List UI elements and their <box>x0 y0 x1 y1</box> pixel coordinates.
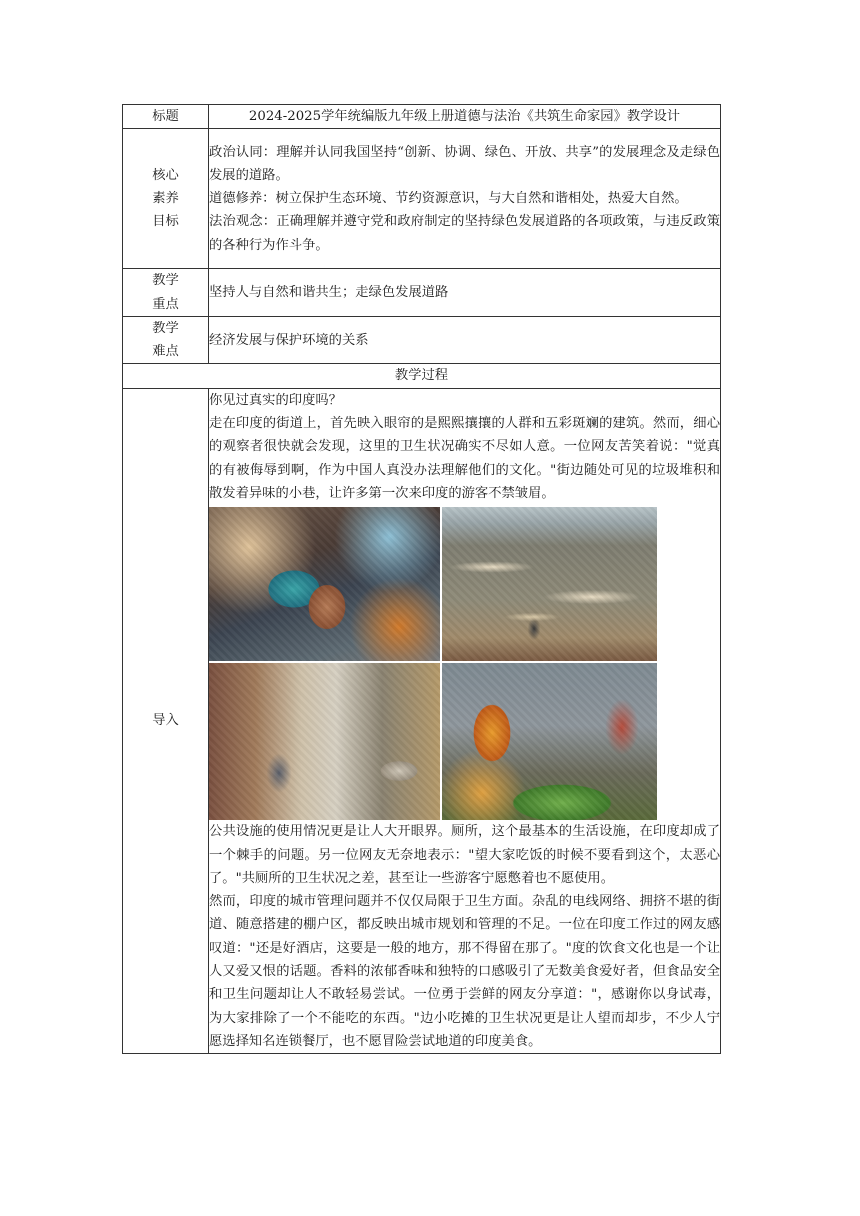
title-label: 标题 <box>123 105 209 129</box>
intro-question: 你见过真实的印度吗？ <box>209 392 342 408</box>
difficulties-label-line: 教学 <box>152 320 179 336</box>
core-goals-row <box>123 129 721 269</box>
title-row <box>123 105 721 129</box>
goal-law: 法治观念：正确理解并遵守党和政府制定的坚持绿色发展道路的各项政策，与违反政策的各种行为作斗争。 <box>209 214 720 253</box>
photo-polluted-river <box>442 507 657 661</box>
intro-toilet-paragraph: 公共设施的使用情况更是让人大开眼界。厕所，这个最基本的生活设施，在印度却成了一个棘手的问题。另一位网友无奈地表示："望大家吃饭的时候不要看到这个，太恶心了。"共厕所的卫生状况之差，甚至让一些游客宁愿憋着也不愿使用。 <box>209 824 720 886</box>
core-goals-content <box>209 129 721 269</box>
difficulties-label-line: 难点 <box>152 344 179 360</box>
photo-vegetable-vendors <box>442 663 657 820</box>
core-goals-label-line: 目标 <box>152 214 179 230</box>
core-goals-label-line: 素养 <box>152 191 179 207</box>
key-points-label-line: 重点 <box>152 296 179 312</box>
photo-street-garbage-cow <box>209 663 440 820</box>
photo-child-in-polluted-water <box>209 507 440 661</box>
core-goals-label-line: 核心 <box>152 167 179 183</box>
intro-label: 导入 <box>123 388 209 1053</box>
key-points-label <box>123 269 209 317</box>
process-heading: 教学过程 <box>123 364 721 388</box>
key-points-value: 坚持人与自然和谐共生；走绿色发展道路 <box>209 269 721 317</box>
intro-city-paragraph: 然而，印度的城市管理问题并不仅仅局限于卫生方面。杂乱的电线网络、拥挤不堪的街道、随意搭建的棚户区，都反映出城市规划和管理的不足。一位在印度工作过的网友感叹道："还是好酒店，这要是一般的地方，那不得留在那了。"度的饮食文化也是一个让人又爱又恨的话题。香料的浓郁香味和独特的口感吸引了无数美食爱好者，但食品安全和卫生问题却让人不敢轻易尝试。一位勇于尝鲜的网友分享道："，感谢你以身试毒，为大家排除了一个不能吃的东西。"边小吃摊的卫生状况更是让人望而却步，不少人宁愿选择知名连锁餐厅，也不愿冒险尝试地道的印度美食。 <box>209 894 720 1049</box>
goal-political: 政治认同：理解并认同我国坚持“创新、协调、绿色、开放、共享”的发展理念及走绿色发展的道路。 <box>209 144 720 183</box>
intro-row <box>123 388 721 1053</box>
photo-grid <box>209 507 657 820</box>
process-row <box>123 364 721 388</box>
key-points-label-line: 教学 <box>152 273 179 289</box>
difficulties-row <box>123 316 721 364</box>
key-points-row <box>123 269 721 317</box>
title-value: 2024-2025学年统编版九年级上册道德与法治《共筑生命家园》教学设计 <box>209 105 721 129</box>
difficulties-label <box>123 316 209 364</box>
difficulties-value: 经济发展与保护环境的关系 <box>209 316 721 364</box>
intro-content <box>209 388 721 1053</box>
lesson-plan-table <box>122 104 721 1054</box>
intro-street-paragraph: 走在印度的街道上，首先映入眼帘的是熙熙攘攘的人群和五彩斑斓的建筑。然而，细心的观察者很快就会发现，这里的卫生状况确实不尽如人意。一位网友苦笑着说："觉真的有被侮辱到啊，作为中国人真没办法理解他们的文化。"街边随处可见的垃圾堆积和散发着异味的小巷，让许多第一次来印度的游客不禁皱眉。 <box>209 416 720 501</box>
goal-moral: 道德修养：树立保护生态环境、节约资源意识，与大自然和谐相处，热爱大自然。 <box>209 191 688 207</box>
core-goals-label <box>123 129 209 269</box>
